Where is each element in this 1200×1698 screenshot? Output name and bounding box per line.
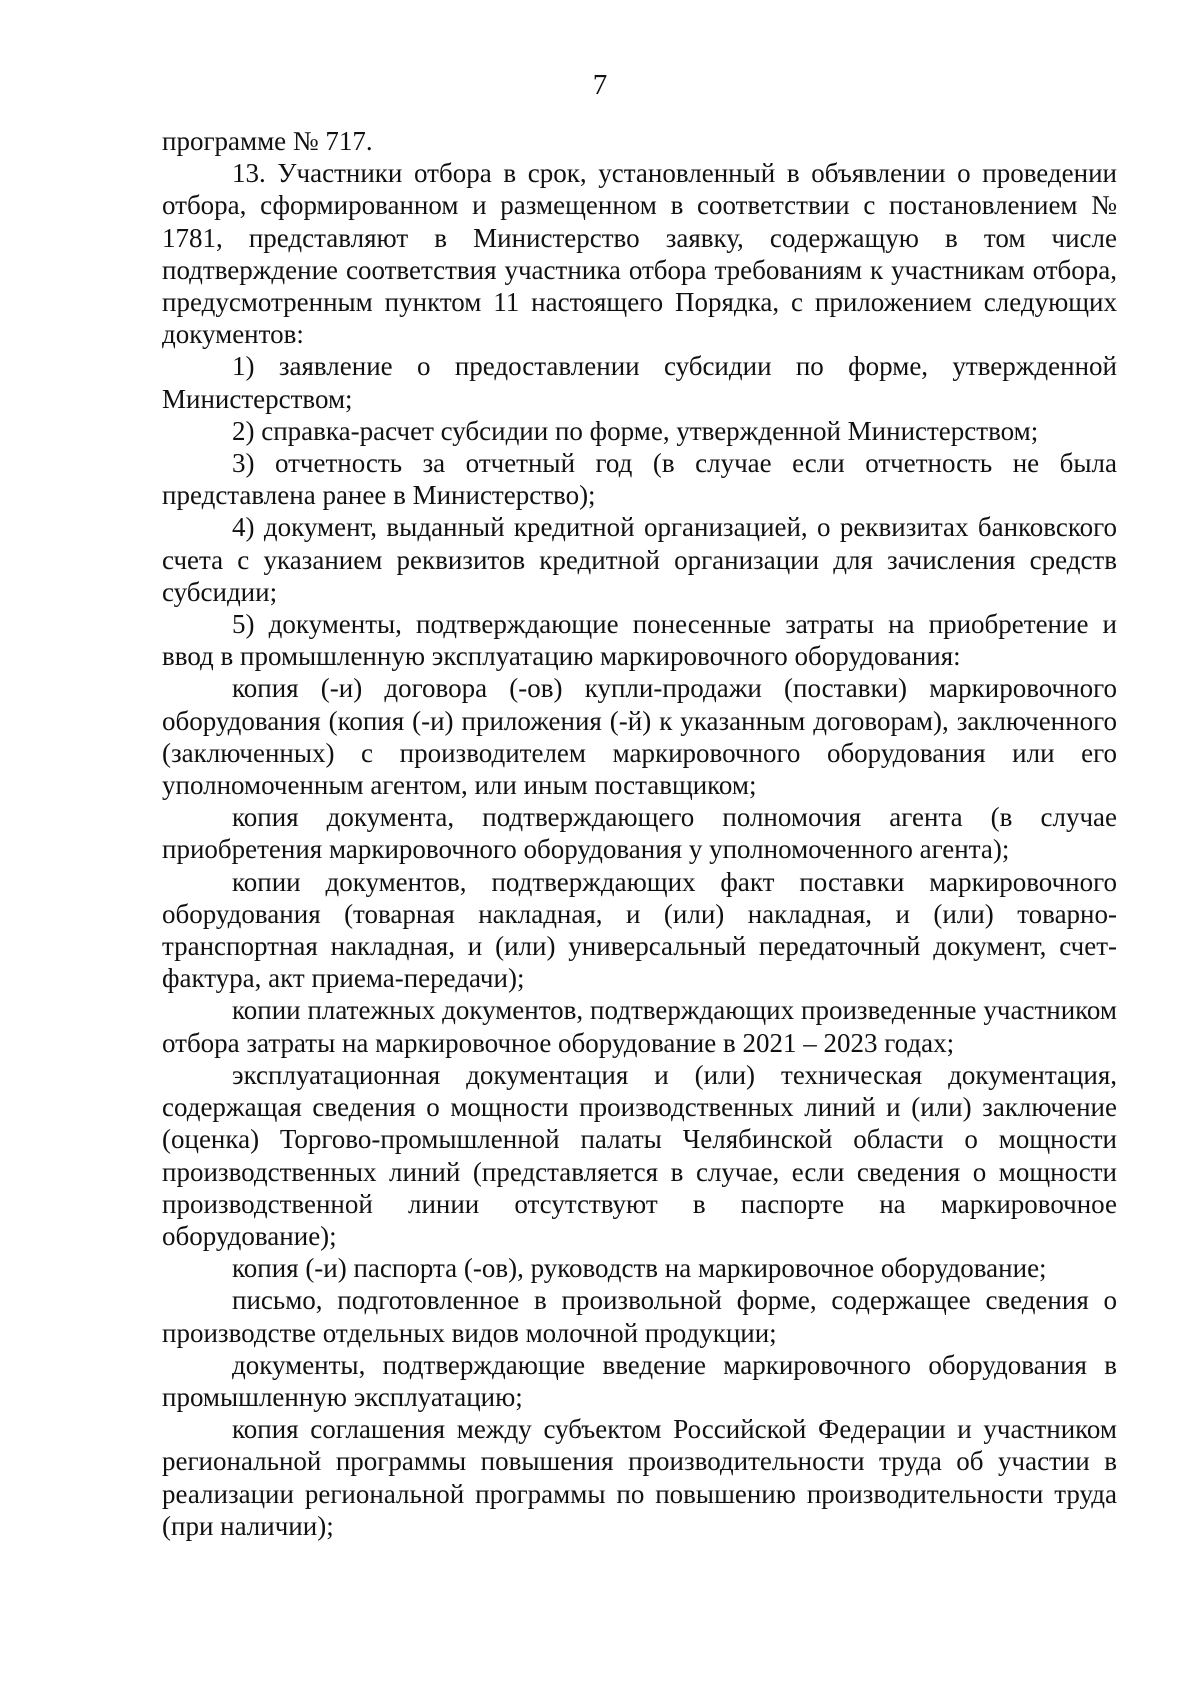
paragraph-continuation: программе № 717. [162, 126, 373, 156]
list-item-3: 3) отчетность за отчетный год (в случае если отчетность не была представлена ранее в Министерство); [162, 448, 1117, 511]
sub-item-agreement-copy: копия соглашения между субъектом Российской Федерации и участником региональной программы повышения производительности труда об участии в реализации региональной программы по повышению производительности труда (при наличии); [162, 1414, 1117, 1541]
list-item-1: 1) заявление о предоставлении субсидии по форме, утвержденной Министерством; [162, 351, 1117, 414]
sub-item-payment-documents: копии платежных документов, подтверждающих произведенные участником отбора затраты на маркировочное оборудование в 2021 – 2023 годах; [162, 995, 1117, 1058]
sub-item-operational-documentation: эксплуатационная документация и (или) техническая документация, содержащая сведения о мощности производственных линий и (или) заключение (оценка) Торгово-промышленной палаты Челябинской области о мощности производственных линий (представляется в случае, если сведения о мощности производственной линии отсутствуют в паспорте на маркировочное оборудование); [162, 1059, 1117, 1251]
page-number: 7 [592, 69, 608, 101]
paragraph-item-13: 13. Участники отбора в срок, установленный в объявлении о проведении отбора, сформированном и размещенном в соответствии с постановлением № 1781, представляют в Министерство заявку, содержащую в том числе подтверждение соответствия участника отбора требованиям к участникам отбора, предусмотренным пунктом 11 настоящего Порядка, с приложением следующих документов: [162, 158, 1117, 350]
list-item-4: 4) документ, выданный кредитной организацией, о реквизитах банковского счета с указанием реквизитов кредитной организации для зачисления средств субсидии; [162, 512, 1117, 607]
sub-item-production-letter: письмо, подготовленное в произвольной форме, содержащее сведения о производстве отдельных видов молочной продукции; [162, 1285, 1117, 1348]
sub-item-purchase-contract: копия (-и) договора (-ов) купли-продажи (поставки) маркировочного оборудования (копия (-и) приложения (-й) к указанным договорам), заключенного (заключенных) с производителем маркировочного оборудования или его уполномоченным агентом, или иным поставщиком; [162, 673, 1117, 801]
list-item-2: 2) справка-расчет субсидии по форме, утвержденной Министерством; [232, 415, 1039, 446]
sub-item-delivery-documents: копии документов, подтверждающих факт поставки маркировочного оборудования (товарная накладная, и (или) накладная, и (или) товарно-транспортная накладная, и (или) универсальный передаточный документ, счет-фактура, акт приема-передачи); [162, 866, 1117, 994]
sub-item-agent-authority: копия документа, подтверждающего полномочия агента (в случае приобретения маркировочного оборудования у уполномоченного агента); [162, 802, 1117, 865]
sub-item-commissioning-documents: документы, подтверждающие введение маркировочного оборудования в промышленную эксплуатацию; [162, 1349, 1117, 1412]
document-body [162, 125, 1117, 1542]
list-item-5: 5) документы, подтверждающие понесенные затраты на приобретение и ввод в промышленную эксплуатацию маркировочного оборудования: [162, 609, 1117, 672]
sub-item-passport-copies: копия (-и) паспорта (-ов), руководств на маркировочное оборудование; [232, 1253, 1047, 1284]
